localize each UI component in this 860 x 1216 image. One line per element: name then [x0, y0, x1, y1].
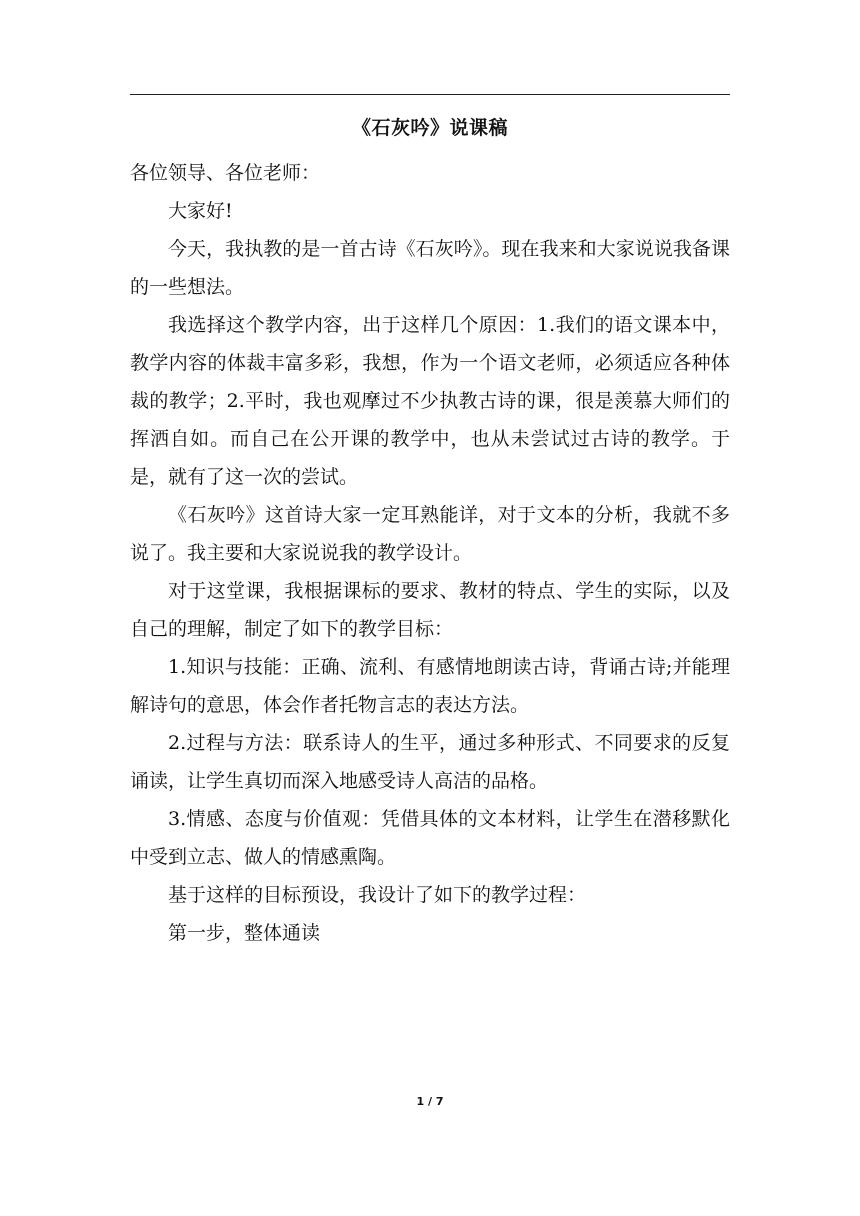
- paragraph-analysis: 《石灰吟》这首诗大家一定耳熟能详，对于文本的分析，我就不多说了。我主要和大家说说我的教学设计。: [130, 504, 730, 564]
- paragraph-process-intro: 基于这样的目标预设，我设计了如下的教学过程：: [168, 884, 587, 906]
- paragraph-goal-knowledge: 1.知识与技能：正确、流利、有感情地朗读古诗，背诵古诗;并能理解诗句的意思，体会作者托物言志的表达方法。: [130, 656, 730, 716]
- paragraph-goal-emotion: 3.情感、态度与价值观：凭借具体的文本材料，让学生在潜移默化中受到立志、做人的情感熏陶。: [130, 808, 730, 868]
- document-title: 《石灰吟》说课稿: [351, 117, 508, 139]
- paragraph-step-one: 第一步，整体通读: [168, 922, 321, 944]
- paragraph-goal-process: 2.过程与方法：联系诗人的生平，通过多种形式、不同要求的反复诵读，让学生真切而深入地感受诗人高洁的品格。: [130, 732, 730, 792]
- paragraph-greeting: 大家好!: [168, 200, 233, 222]
- paragraph-reasons: 我选择这个教学内容，出于这样几个原因：1.我们的语文课本中，教学内容的体裁丰富多彩，我想，作为一个语文老师，必须适应各种体裁的教学；2.平时，我也观摩过不少执教古诗的课，很是羡慕大师们的挥洒自如。而自己在公开课的教学中，也从未尝试过古诗的教学。于是，就有了这一次的尝试。: [130, 314, 730, 488]
- page-number: 1 / 7: [416, 1095, 444, 1108]
- paragraph-intro: 今天，我执教的是一首古诗《石灰吟》。现在我来和大家说说我备课的一些想法。: [130, 238, 730, 298]
- salutation: 各位领导、各位老师：: [130, 162, 321, 184]
- document-body: [130, 154, 730, 952]
- header-rule: [130, 94, 730, 95]
- paragraph-goals-intro: 对于这堂课，我根据课标的要求、教材的特点、学生的实际，以及自己的理解，制定了如下的教学目标：: [130, 580, 730, 640]
